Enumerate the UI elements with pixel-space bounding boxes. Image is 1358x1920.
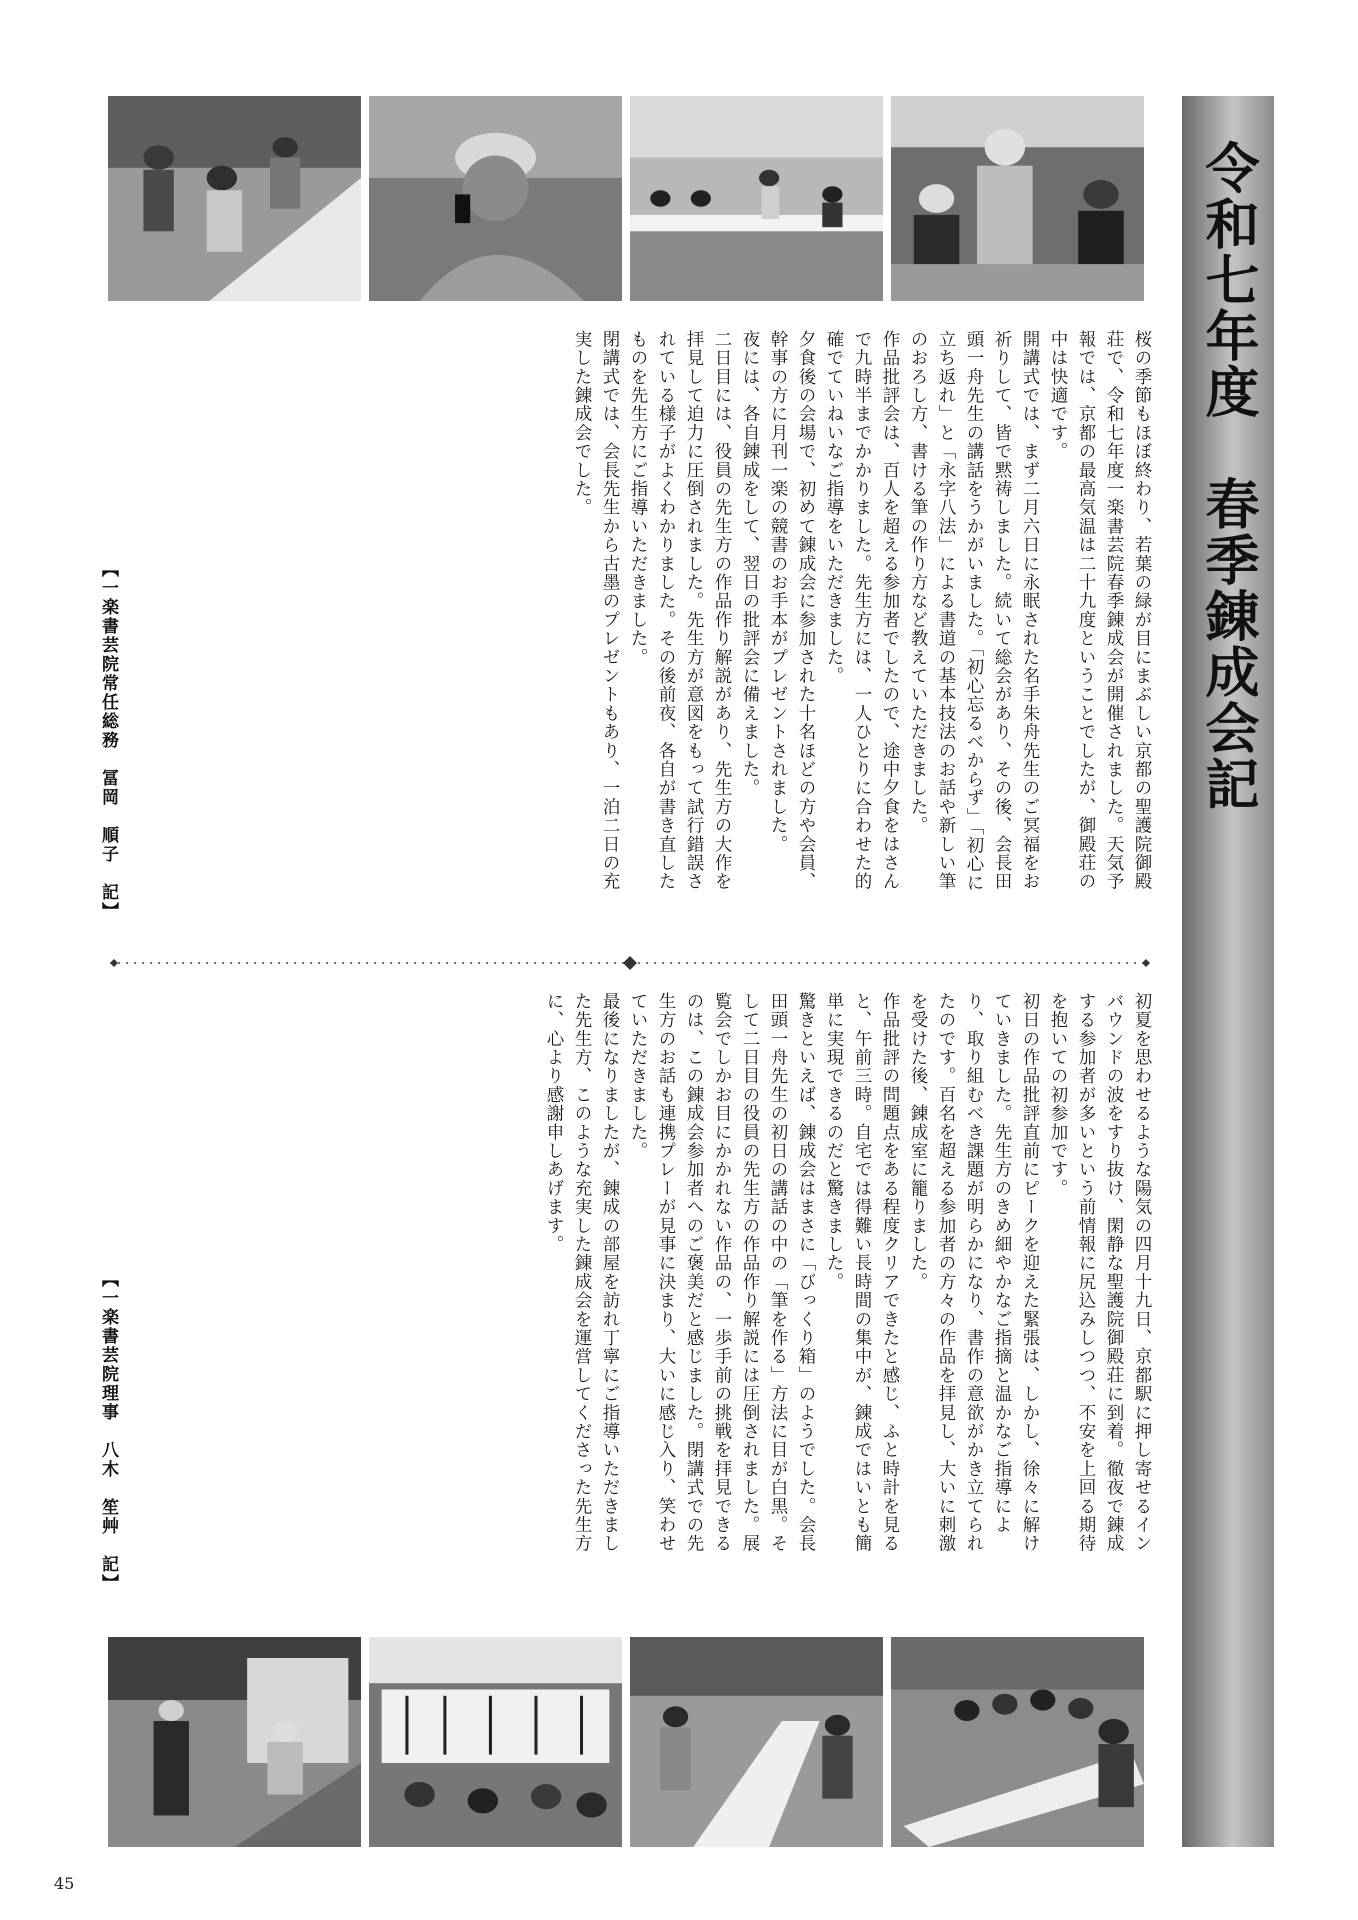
article-2-paragraph: 初夏を思わせるような陽気の四月十九日、京都駅に押し寄せるインバウンドの波をすり抜け、閑静な聖護院御殿荘に到着。徹夜で錬成する参加者が多いという前情報に尻込みしつつ、不安を上回る期待を抱いての初参加です。 [1048, 992, 1152, 1553]
article-2-paragraph: 最後になりましたが、錬成の部屋を訪れ丁寧にご指導いただきました先生方、このような充実した錬成会を運営してくださった先生方に、心より感謝申しあげます。 [544, 992, 620, 1553]
article-1-paragraph: 作品批評会は、百人を超える参加者でしたので、途中夕食をはさんで九時半までかかりました。先生方には、一人ひとりに合わせた的確でていねいなご指導をいただきました。 [824, 330, 900, 891]
article-1-paragraph: 夜には、各自錬成をして、翌日の批評会に備えました。 [740, 330, 760, 798]
photo-hall-head-table [630, 96, 883, 301]
page-number: 45 [54, 1874, 75, 1893]
ornamental-divider [110, 956, 1150, 970]
article-2-paragraph: 作品批評の問題点をある程度クリアできたと感じ、ふと時計を見ると、午前三時。自宅では得難い長時間の集中が、錬成ではいとも簡単に実現できるのだと驚きました。 [824, 992, 900, 1553]
article-2-body [106, 992, 1156, 1570]
photo-critique-session [891, 1637, 1144, 1847]
photo-corridor-members [108, 1637, 361, 1847]
top-photo-row [108, 96, 1144, 301]
article-1-paragraph: 桜の季節もほぼ終わり、若葉の緑が目にまぶしい京都の聖護院御殿荘で、令和七年度一楽書芸院春季錬成会が開催されました。天気予報では、京都の最高気温は二十九度ということでしたが、御殿荘の中は快適です。 [1048, 330, 1152, 891]
article-1-paragraph: 閉講式では、会長先生から古墨のプレゼントもあり、一泊二日の充実した錬成会でした。 [572, 330, 620, 891]
article-1-paragraph: 開講式では、まず二月六日に永眠された名手朱舟先生のご冥福をお祈りして、皆で黙祷しました。続いて総会があり、その後、会長田頭一舟先生の講話をうかがいました。「初心忘るべからず」「初心に立ち返れ」と「永字八法」による書道の基本技法のお話や新しい筆のおろし方、書ける筆の作り方など教えていただきました。 [908, 330, 1040, 893]
photo-works-on-table [630, 1637, 883, 1847]
page-title: 令和七年度 春季錬成会記 [1197, 140, 1260, 812]
article-2-paragraph: 初日の作品批評直前にピークを迎えた緊張は、しかし、徐々に解けていきました。先生方のきめ細やかなご指摘と温かなご指導により、取り組むべき課題が明らかになり、書作の意欲がかき立てられたのです。百名を超える参加者の方々の作品を拝見し、大いに刺激を受けた後、錬成室に籠りました。 [908, 992, 1040, 1553]
article-1-body [106, 330, 1156, 905]
article-1-signature: 【一楽書芸院常任総務 冨岡 順子 記】 [98, 560, 118, 921]
article-2-signature: 【一楽書芸院理事 八木 笙艸 記】 [98, 1270, 118, 1593]
photo-members-at-tables [108, 96, 361, 301]
bottom-photo-row [108, 1637, 1144, 1847]
photo-president-speaking [891, 96, 1144, 301]
photo-speaker-microphone [369, 96, 622, 301]
article-2-paragraph: 驚きといえば、錬成会はまさに「びっくり箱」のようでした。会長田頭一舟先生の初日の講話の中の「筆を作る」方法に目が白黒。そして二日目の役員の先生方の作品作り解説には圧倒されました。展覧会でしかお目にかかれない作品の、一歩手前の挑戦を拝見できるのは、この錬成会参加者へのご褒美だと感じました。閉講式での先生方のお話も連携プレーが見事に決まり、大いに感じ入り、笑わせていただきました。 [628, 992, 816, 1553]
article-1-paragraph: 二日目には、役員の先生方の作品作り解説があり、先生方の大作を拝見して迫力に圧倒されました。先生方が意図をもって試行錯誤されている様子がよくわかりました。その後前夜、各自が書き直したものを先生方にご指導いただきました。 [628, 330, 732, 891]
article-1-paragraph: 夕食後の会場で、初めて錬成会に参加された十名ほどの方や会員、幹事の方に月刊一楽の競書のお手本がプレゼントされました。 [768, 330, 816, 891]
photo-calligraphy-exhibit [369, 1637, 622, 1847]
